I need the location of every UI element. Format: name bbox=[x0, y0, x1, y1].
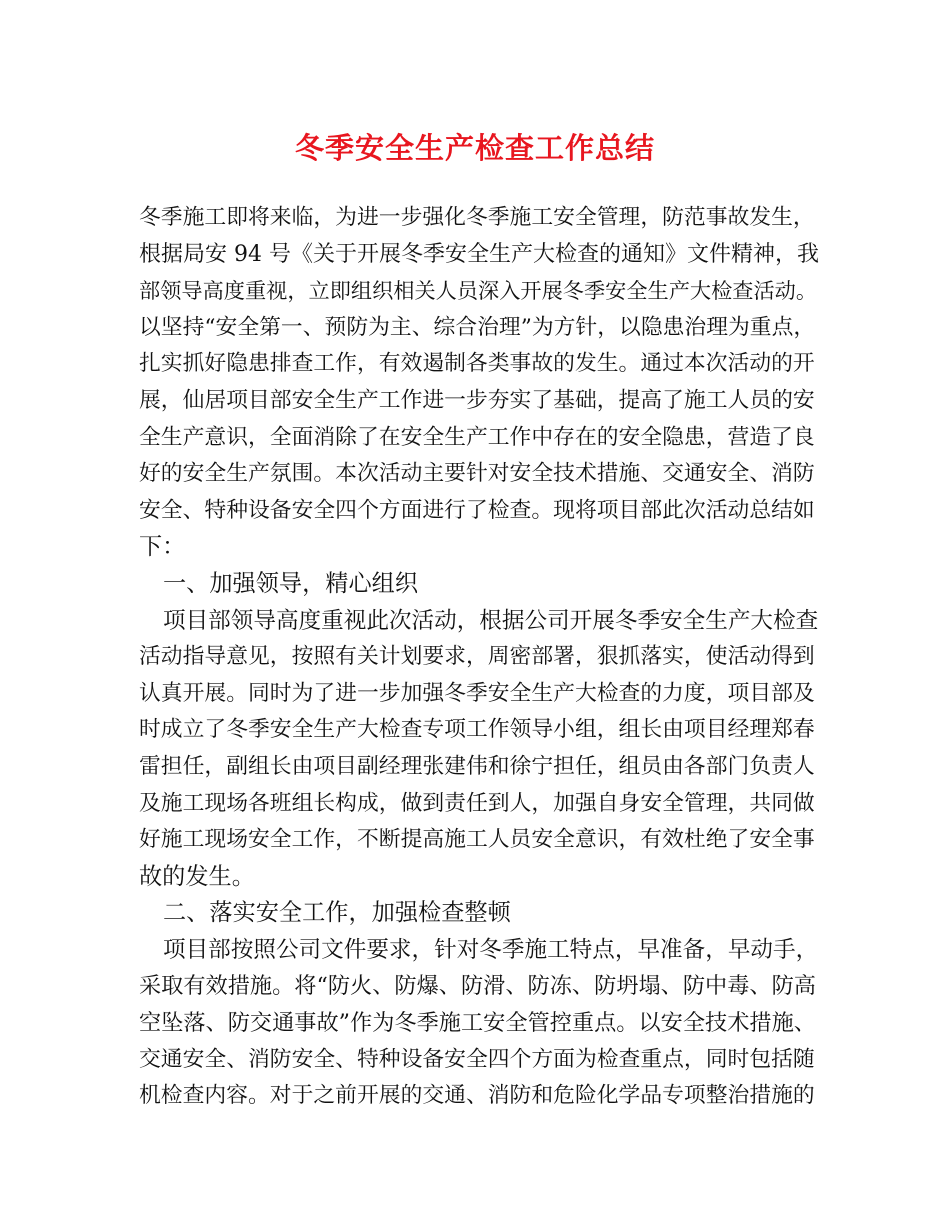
text-line: 扎实抓好隐患排查工作，有效遏制各类事故的发生。通过本次活动的开 bbox=[139, 351, 815, 377]
text-line: 一、加强领导，精心组织 bbox=[163, 569, 419, 597]
document-body bbox=[139, 200, 819, 1115]
text-line: 全生产意识，全面消除了在安全生产工作中存在的安全隐患，营造了良 bbox=[139, 424, 815, 450]
text-line: 安全、特种设备安全四个方面进行了检查。现将项目部此次活动总结如 bbox=[139, 497, 815, 523]
text-line: 展，仙居项目部安全生产工作进一步夯实了基础，提高了施工人员的安 bbox=[139, 387, 815, 413]
text-line: 及施工现场各班组长构成，做到责任到人，加强自身安全管理，共同做 bbox=[139, 790, 815, 816]
text-line: 雷担任，副组长由项目副经理张建伟和徐宁担任，组员由各部门负责人 bbox=[139, 753, 815, 779]
text-line: 二、落实安全工作，加强检查整顿 bbox=[163, 899, 511, 927]
text-line: 认真开展。同时为了进一步加强冬季安全生产大检查的力度，项目部及 bbox=[139, 680, 815, 706]
text-line: 冬季施工即将来临，为进一步强化冬季施工安全管理，防范事故发生， bbox=[139, 205, 815, 230]
text-line: 好的安全生产氛围。本次活动主要针对安全技术措施、交通安全、消防 bbox=[139, 461, 815, 487]
text-line: 根据局安 94 号《关于开展冬季安全生产大检查的通知》文件精神，我 bbox=[139, 241, 819, 267]
text-line: 活动指导意见，按照有关计划要求，周密部署，狠抓落实，使活动得到 bbox=[139, 644, 815, 670]
text-line: 项目部按照公司文件要求，针对冬季施工特点，早准备，早动手， bbox=[163, 936, 819, 963]
text-line: 部领导高度重视，立即组织相关人员深入开展冬季安全生产大检查活动。 bbox=[139, 278, 818, 304]
text-line: 以坚持“安全第一、预防为主、综合治理”为方针，以隐患治理为重点， bbox=[139, 314, 816, 340]
text-line: 故的发生。 bbox=[139, 862, 255, 890]
text-line: 机检查内容。对于之前开展的交通、消防和危险化学品专项整治措施的 bbox=[139, 1083, 815, 1109]
text-line: 空坠落、防交通事故”作为冬季施工安全管控重点。以安全技术措施、 bbox=[139, 1010, 816, 1037]
text-line: 下： bbox=[139, 533, 186, 561]
text-line: 采取有效措施。将“防火、防爆、防滑、防冻、防坍塌、防中毒、防高 bbox=[139, 973, 816, 1000]
text-line: 项目部领导高度重视此次活动，根据公司开展冬季安全生产大检查 bbox=[163, 607, 819, 634]
document-title: 冬季安全生产检查工作总结 bbox=[294, 131, 655, 165]
text-line: 交通安全、消防安全、特种设备安全四个方面为检查重点，同时包括随 bbox=[139, 1046, 815, 1072]
text-line: 时成立了冬季安全生产大检查专项工作领导小组，组长由项目经理郑春 bbox=[139, 717, 815, 743]
text-line: 好施工现场安全工作，不断提高施工人员安全意识，有效杜绝了安全事 bbox=[139, 827, 815, 853]
